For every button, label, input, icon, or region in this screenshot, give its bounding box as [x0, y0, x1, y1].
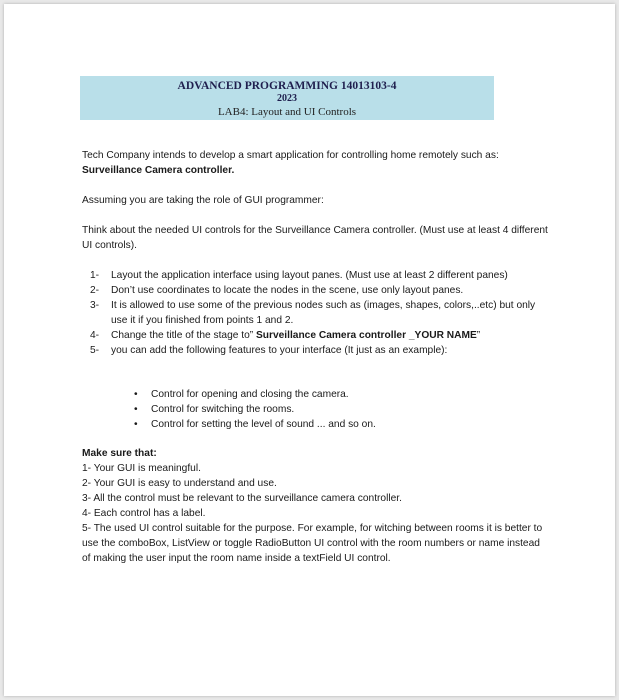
intro-paragraph: [82, 148, 550, 178]
document-page: [4, 4, 615, 696]
task-item: 4- Change the title of the stage to” Surveillance Camera controller _YOUR NAME”: [90, 330, 481, 341]
requirement-item: 3- All the control must be relevant to the surveillance camera controller.: [82, 493, 402, 504]
lab-title: LAB4: Layout and UI Controls: [217, 106, 357, 118]
requirement-item: 1- Your GUI is meaningful.: [82, 463, 201, 474]
course-year: 2023: [277, 93, 297, 104]
make-sure-section: [82, 446, 550, 566]
controls-paragraph: Think about the needed UI controls for the Surveillance Camera controller. (Must use at least 4 different UI controls).: [82, 225, 548, 251]
feature-item: • Control for opening and closing the camera.: [134, 389, 349, 400]
feature-item: • Control for switching the rooms.: [134, 404, 295, 415]
task-list: [90, 268, 550, 358]
intro-text: Tech Company intends to develop a smart application for controlling home remotely such as:: [82, 150, 499, 161]
task-item: 1- Layout the application interface using layout panes. (Must use at least 2 different panes): [90, 270, 508, 281]
make-sure-heading: Make sure that:: [82, 448, 157, 459]
task-item: 2- Don’t use coordinates to locate the nodes in the scene, use only layout panes.: [90, 285, 464, 296]
feature-item: • Control for setting the level of sound ... and so on.: [134, 419, 376, 430]
task-item: 5- you can add the following features to your interface (It just as an example):: [90, 345, 448, 356]
requirement-item: 5- The used UI control suitable for the purpose. For example, for witching between rooms it is better to use the comboBox, ListView or toggle RadioButton UI control with the room numbers or name instead of making the user input the room name inside a textField UI control.: [82, 523, 543, 564]
requirement-item: 4- Each control has a label.: [82, 508, 206, 519]
requirement-item: 2- Your GUI is easy to understand and use.: [82, 478, 277, 489]
title-banner: [80, 76, 494, 120]
role-paragraph: Assuming you are taking the role of GUI programmer:: [82, 195, 324, 206]
intro-bold: Surveillance Camera controller.: [82, 165, 235, 176]
feature-list: [134, 387, 534, 432]
task-item: 3- It is allowed to use some of the previous nodes such as (images, shapes, colors,..etc) but only use it if you finished from points 1 and 2.: [90, 300, 536, 326]
course-title: ADVANCED PROGRAMMING 14013103-4: [177, 80, 397, 92]
